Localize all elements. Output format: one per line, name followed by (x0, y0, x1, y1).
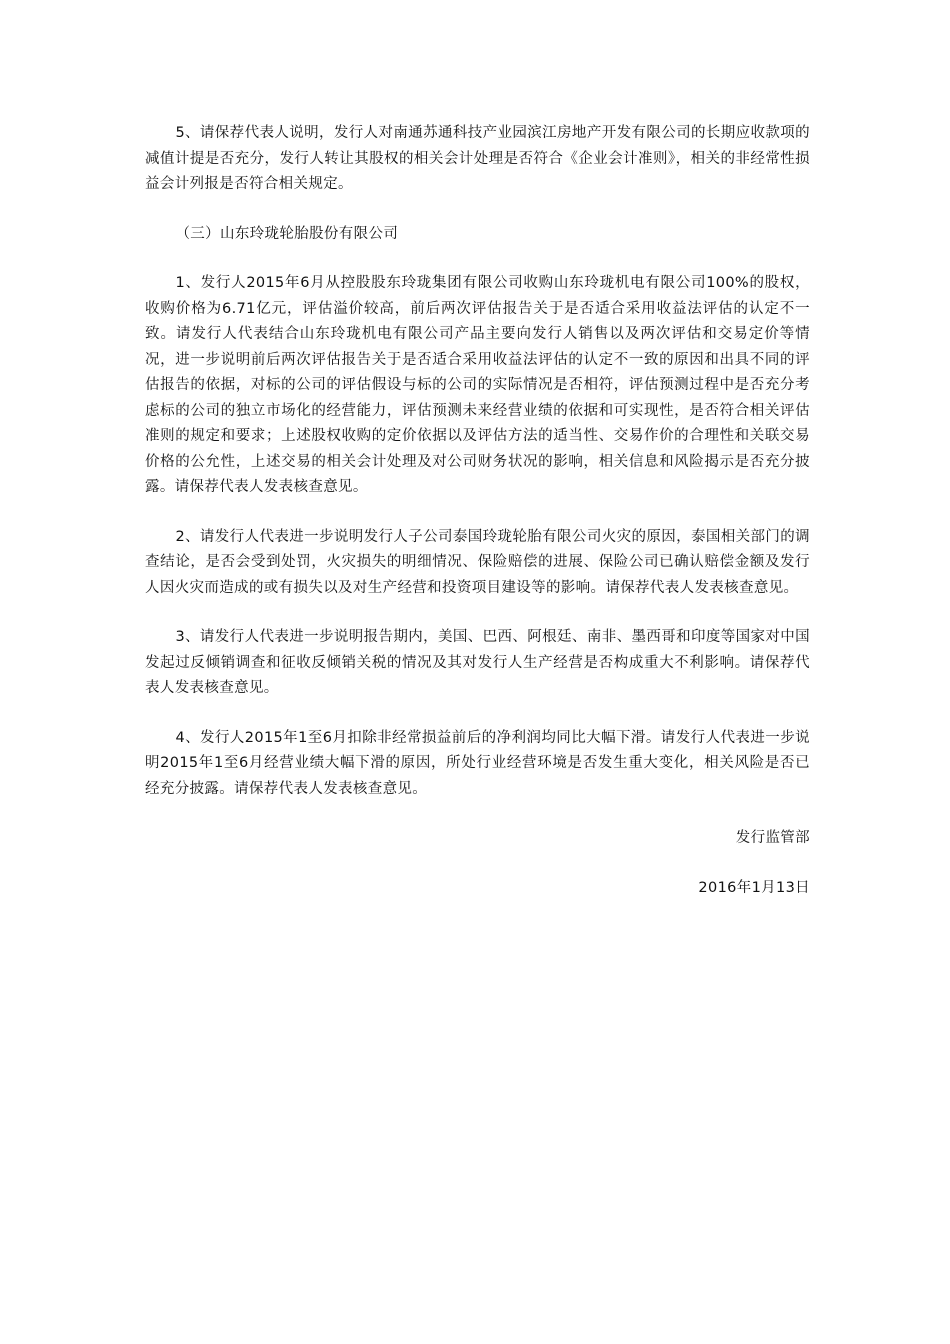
paragraph-item-2: 2、请发行人代表进一步说明发行人子公司泰国玲珑轮胎有限公司火灾的原因，泰国相关部门的调查结论，是否会受到处罚，火灾损失的明细情况、保险赔偿的进展、保险公司已确认赔偿金额及发行人因火灾而造成的或有损失以及对生产经营和投资项目建设等的影响。请保荐代表人发表核查意见。 (145, 528, 810, 596)
signature-department: 发行监管部 (735, 830, 810, 846)
paragraph-item-4: 4、发行人2015年1至6月扣除非经常损益前后的净利润均同比大幅下滑。请发行人代表进一步说明2015年1至6月经营业绩大幅下滑的原因，所处行业经营环境是否发生重大变化，相关风险是否已经充分披露。请保荐代表人发表核查意见。 (145, 729, 810, 797)
document-date: 2016年1月13日 (698, 879, 810, 896)
paragraph-item-1: 1、发行人2015年6月从控股股东玲珑集团有限公司收购山东玲珑机电有限公司100%的股权，收购价格为6.71亿元，评估溢价较高，前后两次评估报告关于是否适合采用收益法评估的认定不一致。请发行人代表结合山东玲珑机电有限公司产品主要向发行人销售以及两次评估和交易定价等情况，进一步说明前后两次评估报告关于是否适合采用收益法评估的认定不一致的原因和出具不同的评估报告的依据，对标的公司的评估假设与标的公司的实际情况是否相符，评估预测过程中是否充分考虑标的公司的独立市场化的经营能力，评估预测未来经营业绩的依据和可实现性，是否符合相关评估准则的规定和要求；上述股权收购的定价依据以及评估方法的适当性、交易作价的合理性和关联交易价格的公允性，上述交易的相关会计处理及对公司财务状况的影响，相关信息和风险揭示是否充分披露。请保荐代表人发表核查意见。 (145, 275, 810, 495)
document-body (145, 121, 810, 901)
section-heading: （三）山东玲珑轮胎股份有限公司 (175, 225, 399, 242)
paragraph-item-5: 5、请保荐代表人说明，发行人对南通苏通科技产业园滨江房地产开发有限公司的长期应收款项的减值计提是否充分，发行人转让其股权的相关会计处理是否符合《企业会计准则》，相关的非经常性损益会计列报是否符合相关规定。 (145, 125, 810, 192)
paragraph-item-3: 3、请发行人代表进一步说明报告期内，美国、巴西、阿根廷、南非、墨西哥和印度等国家对中国发起过反倾销调查和征收反倾销关税的情况及其对发行人生产经营是否构成重大不利影响。请保荐代表人发表核查意见。 (145, 629, 810, 696)
